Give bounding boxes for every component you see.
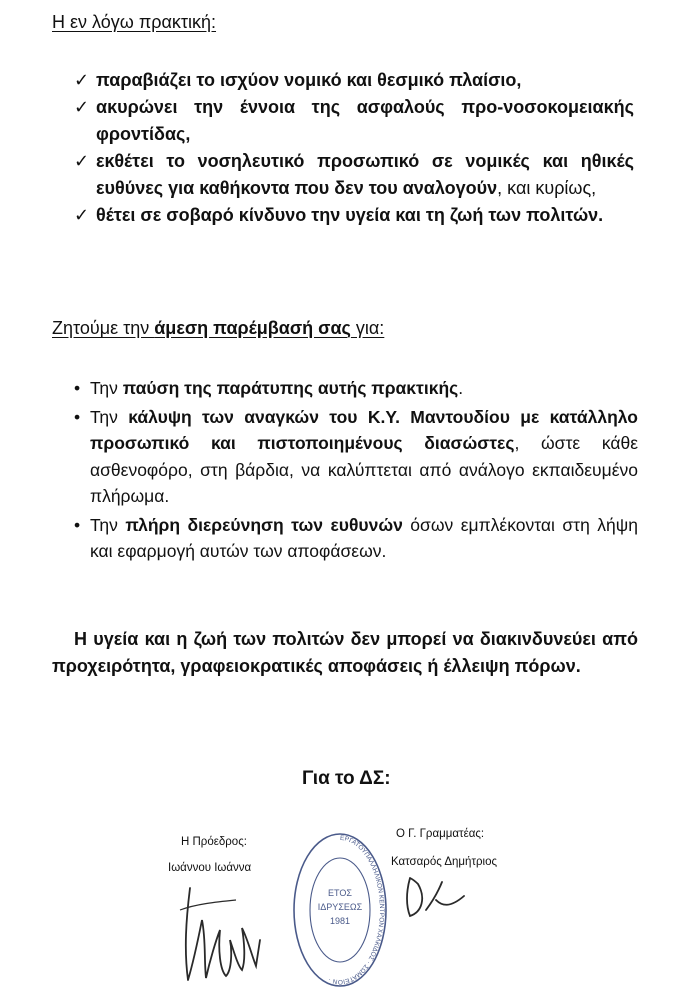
stamp-ring-text: ΕΡΓΑΤΟΥΠΑΛΛΗΛΙΚΟΝ ΚΕΝΤΡΟΝ ΧΑΛΚΙΔΟΣ · ΣΩΜΑΤΕΙΟΝ · bbox=[327, 834, 385, 986]
checkmark-icon: ✓ bbox=[74, 151, 90, 171]
request-bold: παύση της παράτυπης αυτής πρακτικής bbox=[122, 378, 459, 398]
request-pre: Την bbox=[90, 406, 129, 427]
check-item bbox=[74, 94, 634, 148]
request-item bbox=[74, 404, 638, 510]
bullet-icon: • bbox=[74, 514, 81, 535]
check-item-bold: παραβιάζει το ισχύον νομικό και θεσμικό πλαίσιο, bbox=[96, 70, 522, 90]
organization-stamp bbox=[290, 830, 390, 990]
request-post: όσων εμπλέκονται στη λήψη και εφαρμογή αυτών των αποφάσεων. bbox=[90, 514, 638, 561]
check-item-bold: θέτει σε σοβαρό κίνδυνο την υγεία και τη ζωή των πολιτών. bbox=[96, 205, 604, 225]
president-title: Η Πρόεδρος: bbox=[181, 836, 247, 848]
heading-request-post: για: bbox=[350, 318, 385, 338]
check-item-bold: ακυρώνει την έννοια της ασφαλούς προ-νοσοκομειακής φροντίδας, bbox=[96, 97, 634, 144]
secretary-name: Κατσαρός Δημήτριος bbox=[391, 856, 498, 868]
request-post: . bbox=[458, 378, 464, 398]
heading-request-bold: άμεση παρέμβασή σας bbox=[154, 318, 351, 338]
secretary-signature bbox=[402, 872, 472, 922]
closing-statement: Η υγεία και η ζωή των πολιτών δεν μπορεί να διακινδυνεύει από προχειρότητα, γραφειοκρατικές αποφάσεις ή έλλειψη πόρων. bbox=[52, 629, 638, 676]
request-pre: Την bbox=[90, 514, 126, 535]
check-item bbox=[74, 148, 634, 202]
violations-checklist bbox=[74, 67, 634, 229]
request-pre: Την bbox=[90, 378, 123, 398]
heading-request bbox=[52, 318, 384, 339]
president-signature bbox=[176, 880, 266, 990]
president-name: Ιωάννου Ιωάννα bbox=[168, 862, 252, 874]
heading-practice: Η εν λόγω πρακτική: bbox=[52, 12, 217, 32]
stamp-line3: 1981 bbox=[329, 916, 351, 926]
stamp-line1: ΕΤΟΣ bbox=[328, 888, 352, 898]
check-item-bold: εκθέτει το νοσηλευτικό προσωπικό σε νομικές και ηθικές ευθύνες για καθήκοντα που δεν του αναλογούν bbox=[96, 151, 634, 198]
bullet-icon: • bbox=[74, 406, 81, 427]
bullet-icon: • bbox=[74, 378, 81, 398]
checkmark-icon: ✓ bbox=[74, 97, 90, 117]
checkmark-icon: ✓ bbox=[74, 205, 90, 225]
heading-request-pre: Ζητούμε την bbox=[52, 318, 155, 338]
check-item-rest: , και κυρίως, bbox=[497, 178, 597, 198]
requests-list bbox=[74, 375, 638, 567]
stamp-line2: ΙΔΡΥΣΕΩΣ bbox=[317, 902, 363, 912]
secretary-title: Ο Γ. Γραμματέας: bbox=[396, 828, 485, 840]
request-post: , ώστε κάθε ασθενοφόρο, στη βάρδια, να καλύπτεται από ανάλογο εκπαιδευμένο πλήρωμα. bbox=[90, 433, 639, 506]
check-item bbox=[74, 202, 634, 229]
request-bold: πλήρη διερεύνηση των ευθυνών bbox=[125, 514, 403, 535]
request-item bbox=[74, 375, 638, 402]
for-board-label: Για το ΔΣ: bbox=[302, 768, 391, 789]
checkmark-icon: ✓ bbox=[74, 70, 90, 90]
request-bold: κάλυψη των αναγκών του Κ.Υ. Μαντουδίου με κατάλληλο προσωπικό και πιστοποιημένους διασώστες bbox=[90, 406, 638, 453]
check-item bbox=[74, 67, 634, 94]
request-item bbox=[74, 512, 638, 565]
